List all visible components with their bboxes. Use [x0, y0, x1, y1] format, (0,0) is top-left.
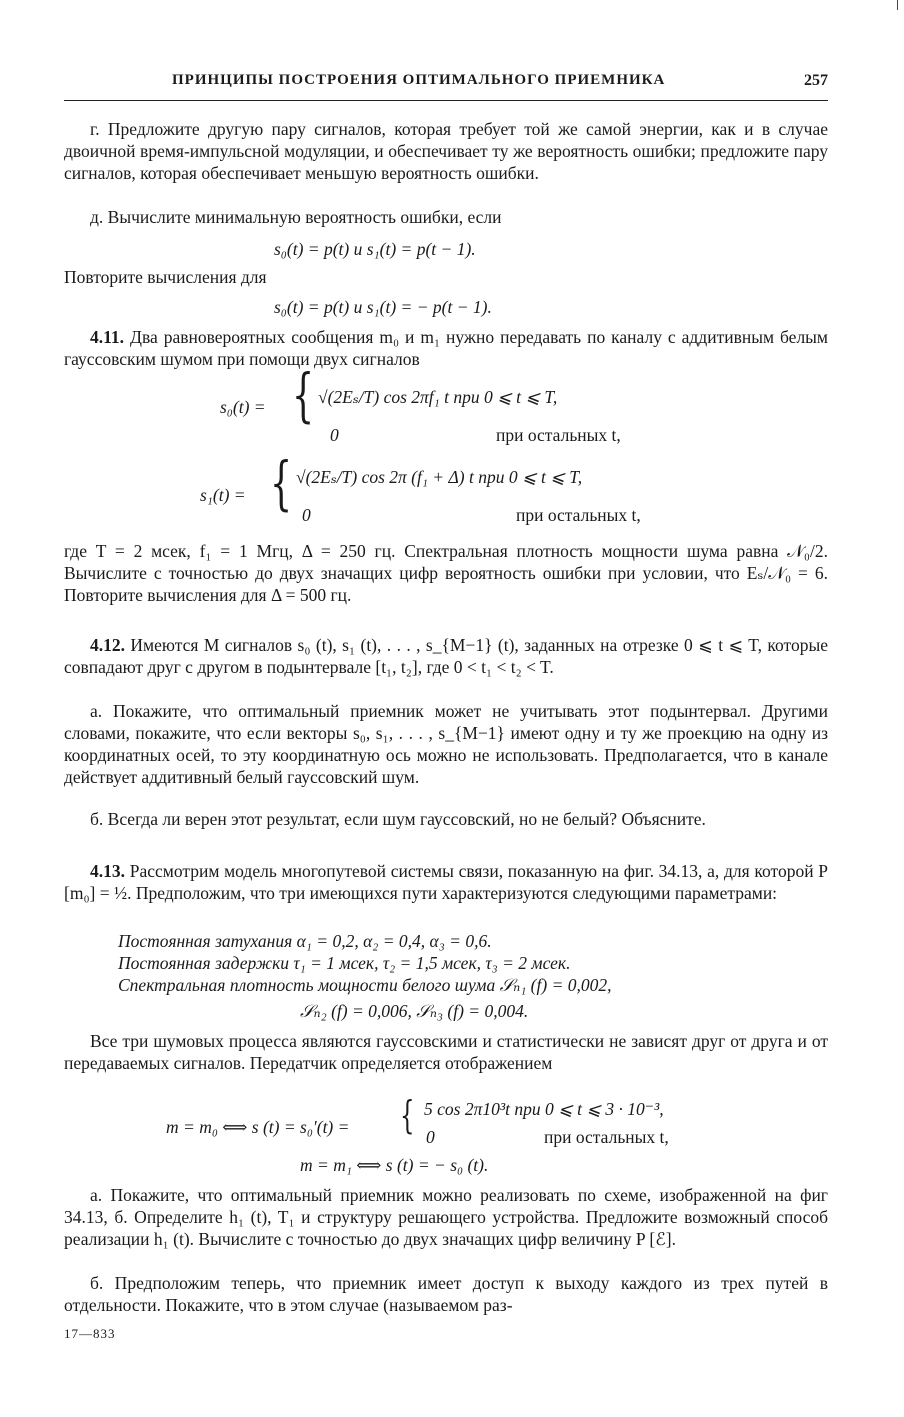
- mapping-case2-value: 0: [426, 1127, 435, 1147]
- page-number: 257: [804, 72, 828, 89]
- signature-mark: 17—833: [64, 1326, 116, 1341]
- mapping-case1: 5 cos 2π10³t при 0 ⩽ t ⩽ 3 · 10⁻³,: [424, 1099, 664, 1119]
- header-title: ПРИНЦИПЫ ПОСТРОЕНИЯ ОПТИМАЛЬНОГО ПРИЕМНИКА: [172, 72, 666, 88]
- s1-lhs: s₁(t) =: [200, 485, 246, 505]
- s1-brace: {: [270, 449, 293, 517]
- header-rule: [64, 100, 828, 101]
- mapping-lhs: m = m₀ ⟺ s (t) = s₀′(t) =: [166, 1117, 350, 1137]
- equation-d2: s₀(t) = p(t) и s₁(t) = − p(t − 1).: [274, 297, 492, 317]
- scan-corner-mark: [897, 0, 898, 10]
- problem-4-12: [64, 634, 828, 678]
- paragraph-repeat: Повторите вычисления для: [64, 267, 267, 287]
- problem-4-13-part-a: а. Покажите, что оптимальный приемник можно реализовать по схеме, изображенной на фиг 34.13, б. Определите h₁ (t), T₁ и структуру решающего устройства. Предложите возможный способ реализации h₁ (t). Вычислите с точностью до двух значащих цифр величину P [ℰ].: [64, 1185, 828, 1249]
- param-delay: Постоянная задержки τ₁ = 1 мсек, τ₂ = 1,5 мсек, τ₃ = 2 мсек.: [118, 953, 571, 973]
- s0-brace: {: [292, 361, 315, 429]
- problem-text: Рассмотрим модель многопутевой системы связи, показанную на фиг. 34.13, а, для которой P [m₀] = ½. Предположим, что три имеющихся пути характеризуются следующими параметрами:: [64, 861, 829, 903]
- problem-4-13: [64, 860, 828, 904]
- s1-case2-condition: при остальных t,: [516, 505, 641, 525]
- problem-4-13-continuation: Все три шумовых процесса являются гауссовскими и статистически не зависят друг от друга и от передаваемых сигналов. Передатчик определяется отображением: [64, 1031, 828, 1073]
- problem-4-12-part-b: б. Всегда ли верен этот результат, если шум гауссовский, но не белый? Объясните.: [90, 809, 706, 829]
- s0-case2-value: 0: [330, 425, 339, 445]
- problem-4-11-continuation: где T = 2 мсек, f₁ = 1 Мгц, Δ = 250 гц. Спектральная плотность мощности шума равна 𝒩₀/2. Вычислите с точностью до двух значащих цифр вероятность ошибки при условии, что Eₛ/𝒩₀ = 6. Повторите вычисления для Δ = 500 гц.: [64, 541, 828, 605]
- s0-case1: √(2Eₛ/T) cos 2πf₁ t при 0 ⩽ t ⩽ T,: [318, 387, 558, 407]
- running-header: [64, 72, 828, 96]
- mapping-brace: {: [400, 1093, 415, 1137]
- param-noise-density: Спектральная плотность мощности белого шума 𝒮ₙ₁ (f) = 0,002,: [118, 975, 612, 995]
- problem-text: Два равновероятных сообщения m₀ и m₁ нужно передавать по каналу с аддитивным белым гауссовским шумом при помощи двух сигналов: [64, 327, 829, 369]
- problem-4-11: [64, 326, 828, 370]
- param-attenuation: Постоянная затухания α₁ = 0,2, α₂ = 0,4, α₃ = 0,6.: [118, 931, 492, 951]
- s1-case1: √(2Eₛ/T) cos 2π (f₁ + Δ) t при 0 ⩽ t ⩽ T,: [296, 467, 583, 487]
- problem-4-12-part-a: а. Покажите, что оптимальный приемник может не учитывать этот подынтервал. Другими словами, покажите, что если векторы s₀, s₁, . . . , s_{M−1} имеют одну и ту же проекцию на одну из координатных осей, то эту координатную ось можно не использовать. Предполагается, что в канале действует аддитивный белый гауссовский шум.: [64, 701, 828, 787]
- problem-number: 4.13.: [90, 861, 125, 881]
- paragraph-d: д. Вычислите минимальную вероятность ошибки, если: [90, 207, 502, 227]
- problem-number: 4.11.: [90, 327, 125, 347]
- problem-4-13-part-b: б. Предположим теперь, что приемник имеет доступ к выходу каждого из трех путей в отдельности. Покажите, что в этом случае (называемом раз-: [64, 1273, 828, 1315]
- mapping-case2-condition: при остальных t,: [544, 1127, 669, 1147]
- mapping-eq2: m = m₁ ⟺ s (t) = − s₀ (t).: [300, 1155, 489, 1175]
- paragraph-g: г. Предложите другую пару сигналов, которая требует той же самой энергии, как и в случае двоичной время-импульсной модуляции, и обеспечивает ту же вероятность ошибки; предложите пару сигналов, которая обеспечивает меньшую вероятность ошибки.: [64, 119, 828, 183]
- problem-number: 4.12.: [90, 635, 125, 655]
- param-noise-density-2: 𝒮ₙ₂ (f) = 0,006, 𝒮ₙ₃ (f) = 0,004.: [300, 1001, 529, 1021]
- s0-lhs: s₀(t) =: [220, 397, 266, 417]
- s1-case2-value: 0: [302, 505, 311, 525]
- s0-case2-condition: при остальных t,: [496, 425, 621, 445]
- equation-d1: s₀(t) = p(t) и s₁(t) = p(t − 1).: [274, 239, 476, 259]
- problem-text: Имеются M сигналов s₀ (t), s₁ (t), . . . , s_{M−1} (t), заданных на отрезке 0 ⩽ t ⩽ T, которые совпадают друг с другом в подынтервале [t₁, t₂], где 0 < t₁ < t₂ < T.: [64, 635, 828, 677]
